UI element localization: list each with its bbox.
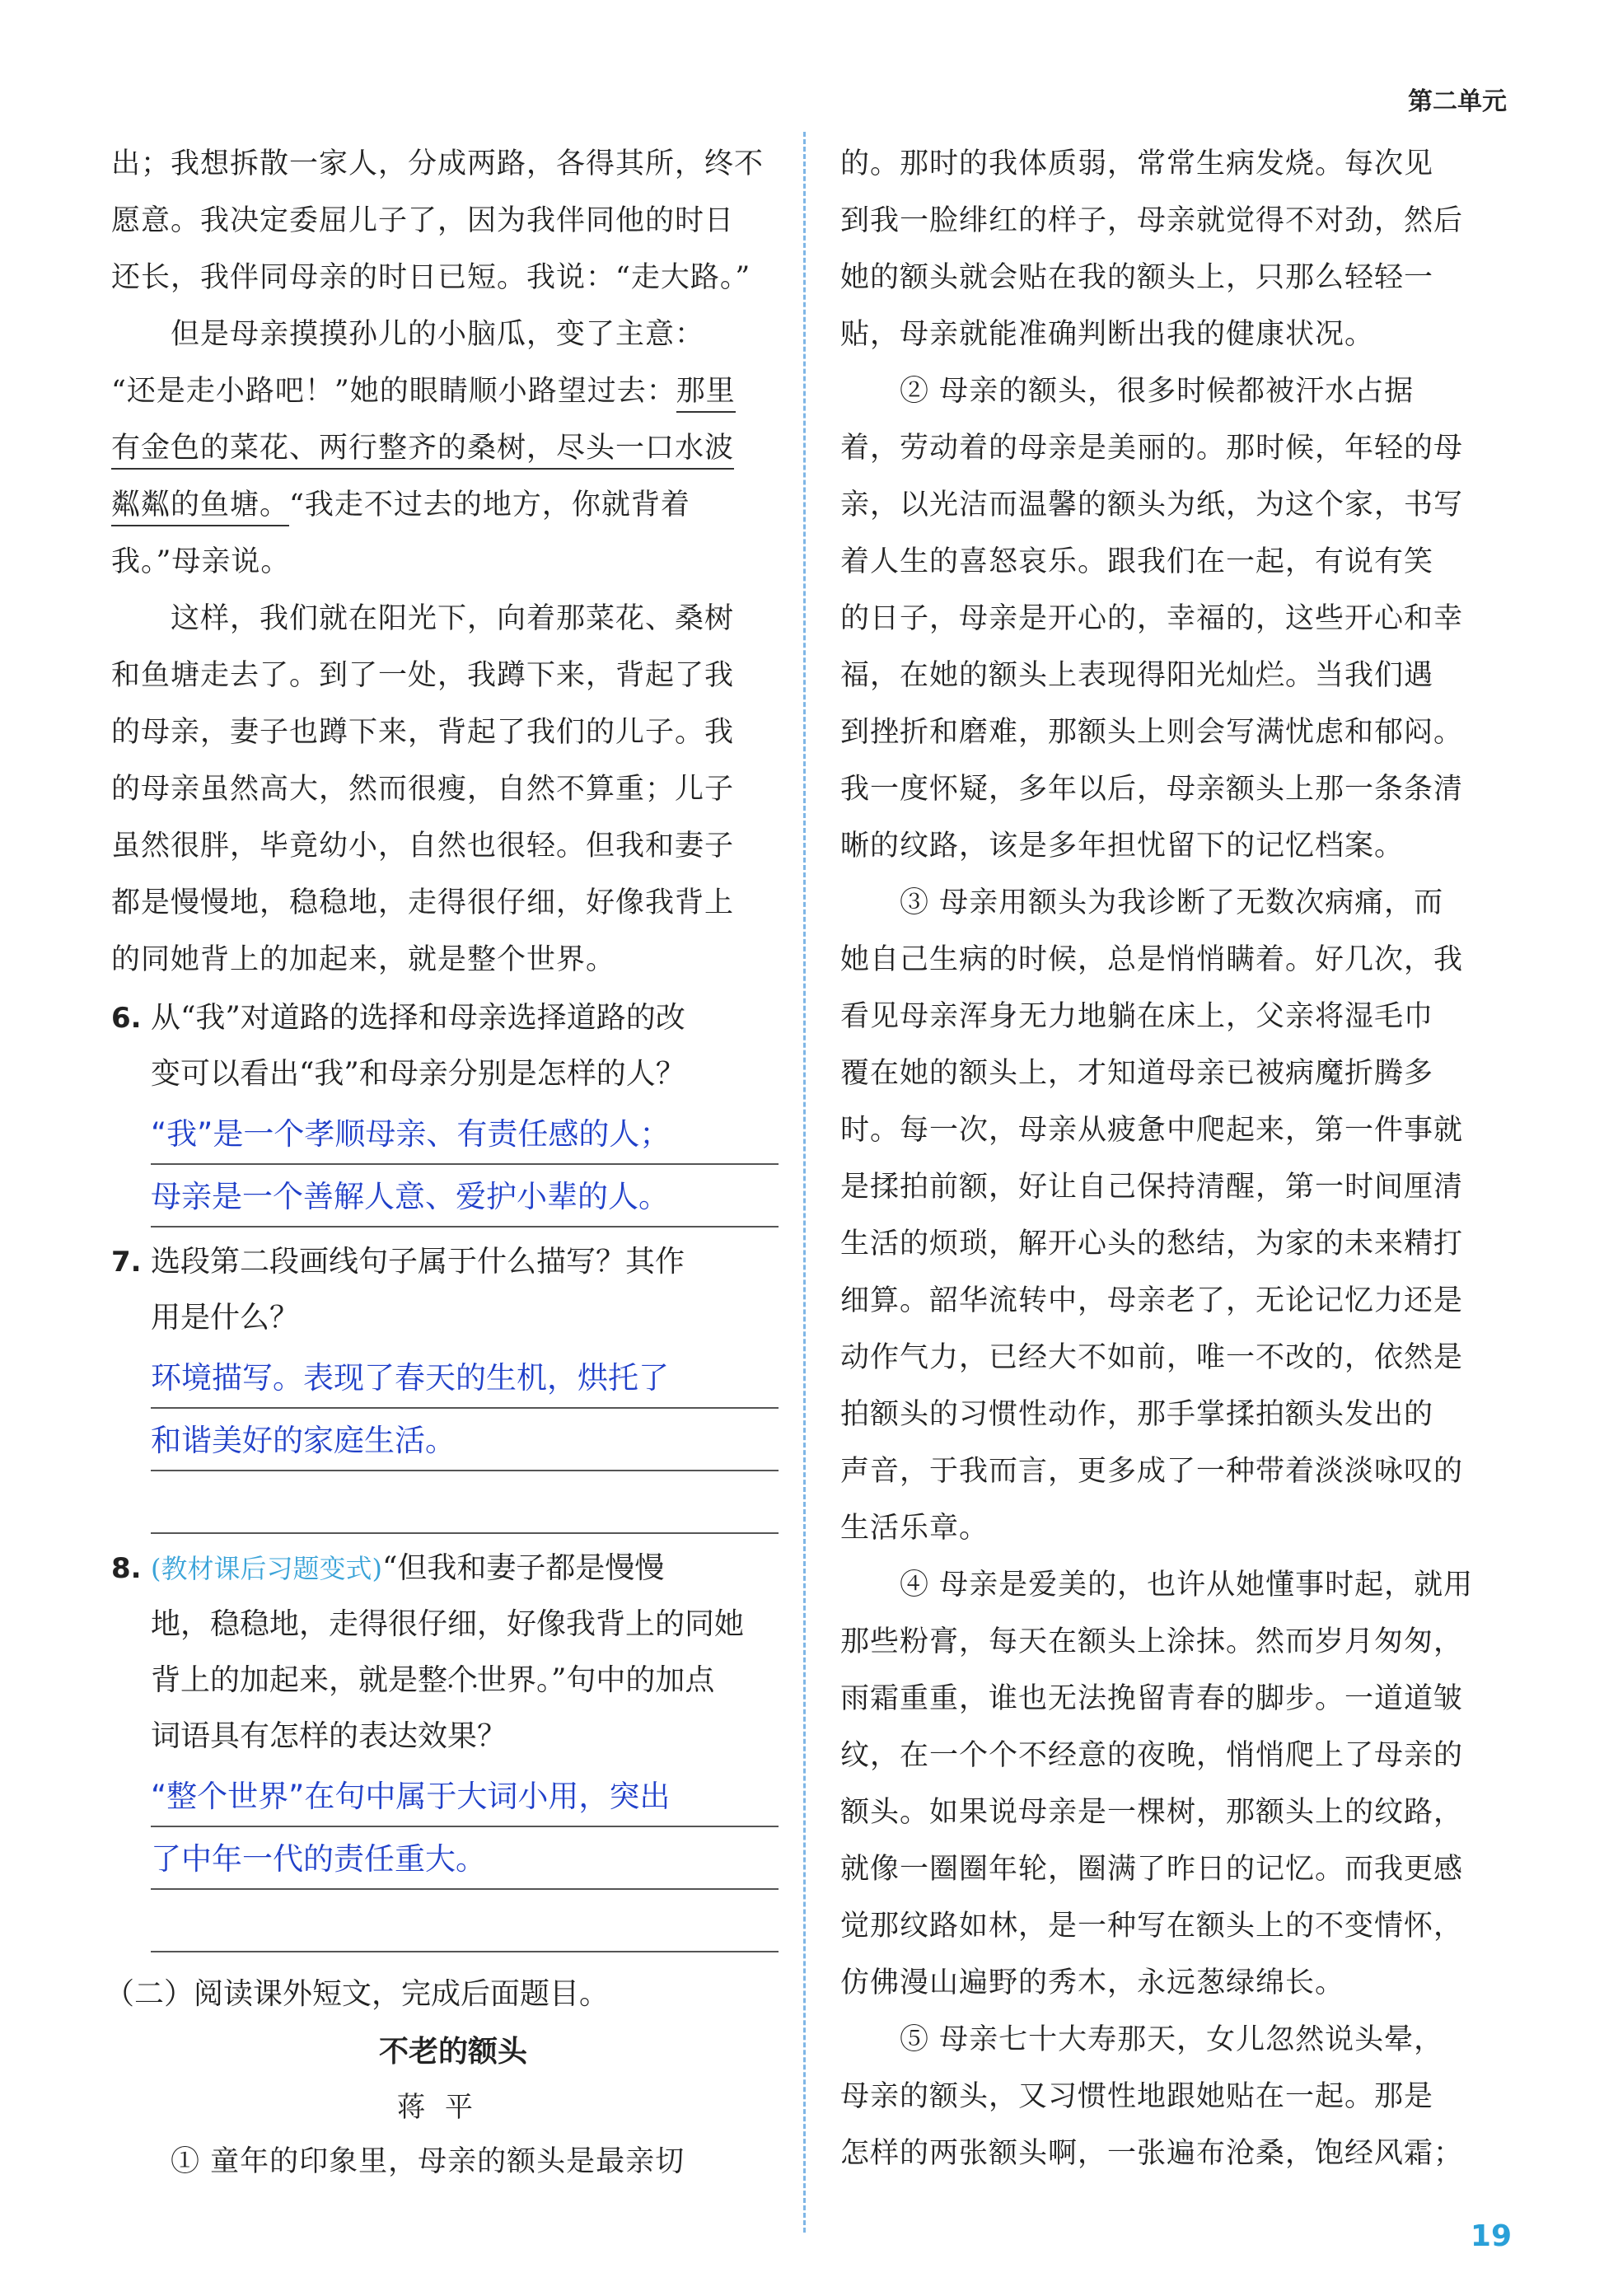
text-line: 就像一圈圈年轮，圈满了昨日的记忆。而我更感 xyxy=(840,1853,1464,1886)
text-line: 仿佛漫山遍野的秀木，永远葱绿绵长。 xyxy=(840,1966,1345,1999)
text-line: 额头。如果说母亲是一棵树，那额头上的纹路， xyxy=(840,1796,1464,1829)
text-line: 愿意。我决定委屈儿子了，因为我伴同他的时日 xyxy=(111,204,735,237)
text-line: 变可以看出“我”和母亲分别是怎样的人？ xyxy=(151,1057,685,1091)
text-line: 的。那时的我体质弱，常常生病发烧。每次见 xyxy=(840,147,1434,180)
article-paragraph xyxy=(840,1557,1512,2012)
text-line xyxy=(111,477,779,534)
underlined-sentence: 粼粼的鱼塘。 xyxy=(111,489,289,526)
text-line: 声音，于我而言，更多成了一种带着淡淡咏叹的 xyxy=(840,1455,1464,1488)
text-line: 词语具有怎样的表达效果？ xyxy=(151,1719,507,1753)
article-paragraph xyxy=(840,875,1512,1557)
text-line xyxy=(151,1653,779,1709)
page-number: 19 xyxy=(1470,2219,1512,2253)
question-text xyxy=(151,990,779,1102)
text-line: 看见母亲浑身无力地躺在床上，父亲将湿毛巾 xyxy=(840,1000,1434,1033)
text-line: 到我一脸绯红的样子，母亲就觉得不对劲，然后 xyxy=(840,204,1464,237)
question-7 xyxy=(111,1234,779,1346)
text-line: 怎样的两张额头啊，一张遍布沧桑，饱经风霜； xyxy=(840,2137,1464,2170)
text-line: 亲，以光洁而温馨的额头为纸，为这个家，书写 xyxy=(840,489,1464,521)
text-line: 生活的烦琐，解开心头的愁结，为家的未来精打 xyxy=(840,1227,1464,1260)
text-line: 母亲的额头，又习惯性地跟她贴在一起。那是 xyxy=(840,2080,1434,2113)
article-author: 蒋平 xyxy=(397,2091,493,2124)
question-number: 6. xyxy=(111,1002,142,1035)
text-line: 还长，我伴同母亲的时日已短。我说：“走大路。” xyxy=(111,261,751,294)
text-line: 的日子，母亲是开心的，幸福的，这些开心和幸 xyxy=(840,602,1464,635)
question-text xyxy=(151,1234,779,1346)
exercise-tag: (教材课后习题变式) xyxy=(151,1553,382,1584)
column-divider xyxy=(803,132,806,2233)
left-column xyxy=(105,136,779,2191)
text-line: 那些粉膏，每天在额头上涂抹。然而岁月匆匆， xyxy=(840,1625,1464,1658)
answer-line[interactable]: 环境描写。表现了春天的生机，烘托了 xyxy=(151,1346,779,1409)
dotted-emphasis-word: 整个世界 • • xyxy=(418,1663,536,1697)
text-fragment: “我走不过去的地方，你就背着 xyxy=(289,489,690,521)
text-line: ⑤ 母亲七十大寿那天，女儿忽然说头晕， xyxy=(900,2023,1444,2056)
text-line: ③ 母亲用额头为我诊断了无数次病痛，而 xyxy=(900,886,1444,919)
answer-line[interactable] xyxy=(151,1471,779,1534)
text-fragment: “还是走小路吧！”她的眼睛顺小路望过去： xyxy=(111,375,676,408)
text-line: 着，劳动着的母亲是美丽的。那时候，年轻的母 xyxy=(840,432,1464,465)
text-line: 时。每一次，母亲从疲惫中爬起来，第一件事就 xyxy=(840,1114,1464,1147)
text-line: 福，在她的额头上表现得阳光灿烂。当我们遇 xyxy=(840,659,1434,692)
underlined-sentence: 那里 xyxy=(676,375,736,413)
text-line: 出；我想拆散一家人，分成两路，各得其所，终不 xyxy=(111,147,765,180)
text-line: 我一度怀疑，多年以后，母亲额头上那一条条清 xyxy=(840,773,1464,806)
text-line: 到挫折和磨难，那额头上则会写满忧虑和郁闷。 xyxy=(840,716,1464,749)
text-line: 贴，母亲就能准确判断出我的健康状况。 xyxy=(840,318,1375,351)
text-line: 的母亲虽然高大，然而很瘦，自然不算重；儿子 xyxy=(111,773,735,806)
unit-header: 第二单元 xyxy=(1408,87,1507,116)
article-paragraph xyxy=(840,363,1512,875)
text-line: 她自己生病的时候，总是悄悄瞒着。好几次，我 xyxy=(840,943,1464,976)
article-paragraph xyxy=(840,136,1512,363)
text-line: 着人生的喜怒哀乐。跟我们在一起，有说有笑 xyxy=(840,545,1434,578)
answer-line[interactable]: 了中年一代的责任重大。 xyxy=(151,1827,779,1890)
text-line: 都是慢慢地，稳稳地，走得很仔细，好像我背上 xyxy=(111,886,735,919)
text-line: 她的额头就会贴在我的额头上，只那么轻轻一 xyxy=(840,261,1434,294)
left-paragraph-1 xyxy=(111,136,779,306)
text-line: 拍额头的习惯性动作，那手掌揉拍额头发出的 xyxy=(840,1398,1434,1431)
question-number: 7. xyxy=(111,1246,142,1279)
text-line xyxy=(111,363,779,420)
text-line: 的同她背上的加起来，就是整个世界。 xyxy=(111,943,616,976)
text-fragment: 背上的加起来，就是 xyxy=(151,1663,419,1697)
text-fragment: “但我和妻子都是慢慢 xyxy=(381,1551,665,1585)
text-line: ② 母亲的额头，很多时候都被汗水占据 xyxy=(900,375,1415,408)
text-line: 晰的纹路，该是多年担忧留下的记忆档案。 xyxy=(840,830,1405,863)
answer-line[interactable]: “我”是一个孝顺母亲、有责任感的人； xyxy=(151,1102,779,1165)
section-heading: （二）阅读课外短文，完成后面题目。 xyxy=(105,1977,610,2011)
text-line: 细算。韶华流转中，母亲老了，无论记忆力还是 xyxy=(840,1284,1464,1317)
underlined-sentence: 有金色的菜花、两行整齐的桑树，尽头一口水波 xyxy=(111,432,734,470)
answer-line[interactable]: 母亲是一个善解人意、爱护小辈的人。 xyxy=(151,1165,779,1227)
answer-line[interactable]: “整个世界”在句中属于大词小用，突出 xyxy=(151,1765,779,1827)
text-line: 我。”母亲说。 xyxy=(111,545,291,578)
article-paragraph xyxy=(840,2012,1512,2182)
text-line xyxy=(111,420,779,477)
text-line: 生活乐章。 xyxy=(840,1512,989,1545)
text-line: 用是什么？ xyxy=(151,1301,300,1335)
text-line: 的母亲，妻子也蹲下来，背起了我们的儿子。我 xyxy=(111,716,735,749)
text-line: ④ 母亲是爱美的，也许从她懂事时起，就用 xyxy=(900,1569,1474,1602)
article-paragraph-1-start xyxy=(111,2134,779,2191)
text-line: 地，稳稳地，走得很仔细，好像我背上的同她 xyxy=(151,1607,745,1641)
question-text xyxy=(151,1541,779,1765)
text-line: 这样，我们就在阳光下，向着那菜花、桑树 xyxy=(171,602,735,635)
left-paragraph-2 xyxy=(111,306,779,591)
answer-line[interactable] xyxy=(151,1890,779,1952)
answer-line[interactable]: 和谐美好的家庭生活。 xyxy=(151,1409,779,1471)
text-fragment: 。”句中的加点 xyxy=(536,1663,715,1697)
text-line: 觉那纹路如林，是一种写在额头上的不变情怀， xyxy=(840,1910,1464,1943)
text-line: 纹，在一个个不经意的夜晚，悄悄爬上了母亲的 xyxy=(840,1739,1464,1772)
text-line: 和鱼塘走去了。到了一处，我蹲下来，背起了我 xyxy=(111,659,735,692)
left-paragraph-3 xyxy=(111,591,779,989)
question-6 xyxy=(111,990,779,1102)
question-number: 8. xyxy=(111,1552,142,1585)
text-line: 选段第二段画线句子属于什么描写？其作 xyxy=(151,1245,685,1279)
text-line: 虽然很胖，毕竟幼小，自然也很轻。但我和妻子 xyxy=(111,830,735,863)
text-line: 是揉拍前额，好让自己保持清醒，第一时间厘清 xyxy=(840,1171,1464,1204)
text-line: ① 童年的印象里，母亲的额头是最亲切 xyxy=(171,2145,685,2178)
text-line: 雨霜重重，谁也无法挽留青春的脚步。一道道皱 xyxy=(840,1682,1464,1715)
text-line xyxy=(151,1541,779,1597)
question-8 xyxy=(111,1541,779,1765)
article-title: 不老的额头 xyxy=(378,2035,527,2069)
right-column xyxy=(840,136,1512,2182)
text-line: 但是母亲摸摸孙儿的小脑瓜，变了主意： xyxy=(171,318,705,351)
text-line: 动作气力，已经大不如前，唯一不改的，依然是 xyxy=(840,1341,1464,1374)
text-line: 覆在她的额头上，才知道母亲已被病魔折腾多 xyxy=(840,1057,1434,1090)
text-line: 从“我”对道路的选择和母亲选择道路的改 xyxy=(151,1001,685,1035)
